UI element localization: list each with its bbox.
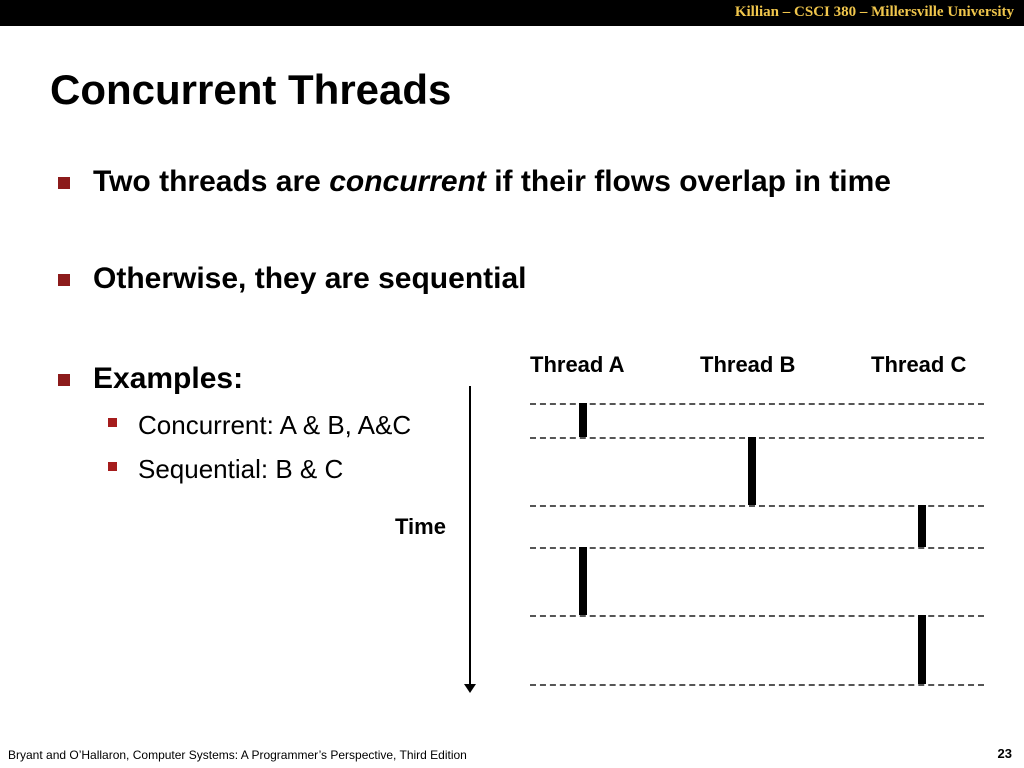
header-bar	[0, 0, 1024, 26]
footer-citation: Bryant and O’Hallaron, Computer Systems: A Programmer’s Perspective, Third Edition	[8, 748, 467, 762]
bullet-emphasis: concurrent	[329, 165, 486, 198]
sub-bullet-marker	[108, 418, 117, 427]
execution-segment-thread-a	[579, 403, 587, 437]
execution-segment-thread-c	[918, 505, 926, 547]
course-header: Killian – CSCI 380 – Millersville University	[734, 4, 1014, 20]
bullet-text-part: Two threads are	[93, 165, 330, 198]
time-boundary-line	[530, 505, 984, 507]
time-label: Time	[395, 514, 446, 539]
bullet-concurrent-definition	[93, 160, 913, 203]
time-boundary-line	[530, 437, 984, 439]
time-arrow-icon	[464, 684, 476, 693]
thread-label-thread-c: Thread C	[871, 352, 967, 377]
bullet-examples: Examples:	[93, 362, 244, 395]
time-boundary-line	[530, 615, 984, 617]
bullet-marker	[58, 374, 70, 386]
sub-bullet-marker	[108, 462, 117, 471]
thread-label-thread-a: Thread A	[530, 352, 625, 377]
bullet-sequential-definition: Otherwise, they are sequential	[93, 262, 527, 295]
time-boundary-line	[530, 547, 984, 549]
thread-label-thread-b: Thread B	[700, 352, 796, 377]
bullet-text-part: if their flows overlap in time	[485, 165, 891, 198]
execution-segment-thread-c	[918, 615, 926, 684]
execution-segment-thread-b	[748, 437, 756, 505]
bullet-marker	[58, 274, 70, 286]
time-axis	[469, 386, 471, 684]
time-boundary-line	[530, 684, 984, 686]
time-boundary-line	[530, 403, 984, 405]
bullet-marker	[58, 177, 70, 189]
slide-title: Concurrent Threads	[50, 66, 452, 113]
sub-bullet-sequential: Sequential: B & C	[138, 454, 344, 484]
execution-segment-thread-a	[579, 547, 587, 615]
sub-bullet-concurrent: Concurrent: A & B, A&C	[138, 410, 412, 440]
page-number: 23	[997, 746, 1012, 761]
